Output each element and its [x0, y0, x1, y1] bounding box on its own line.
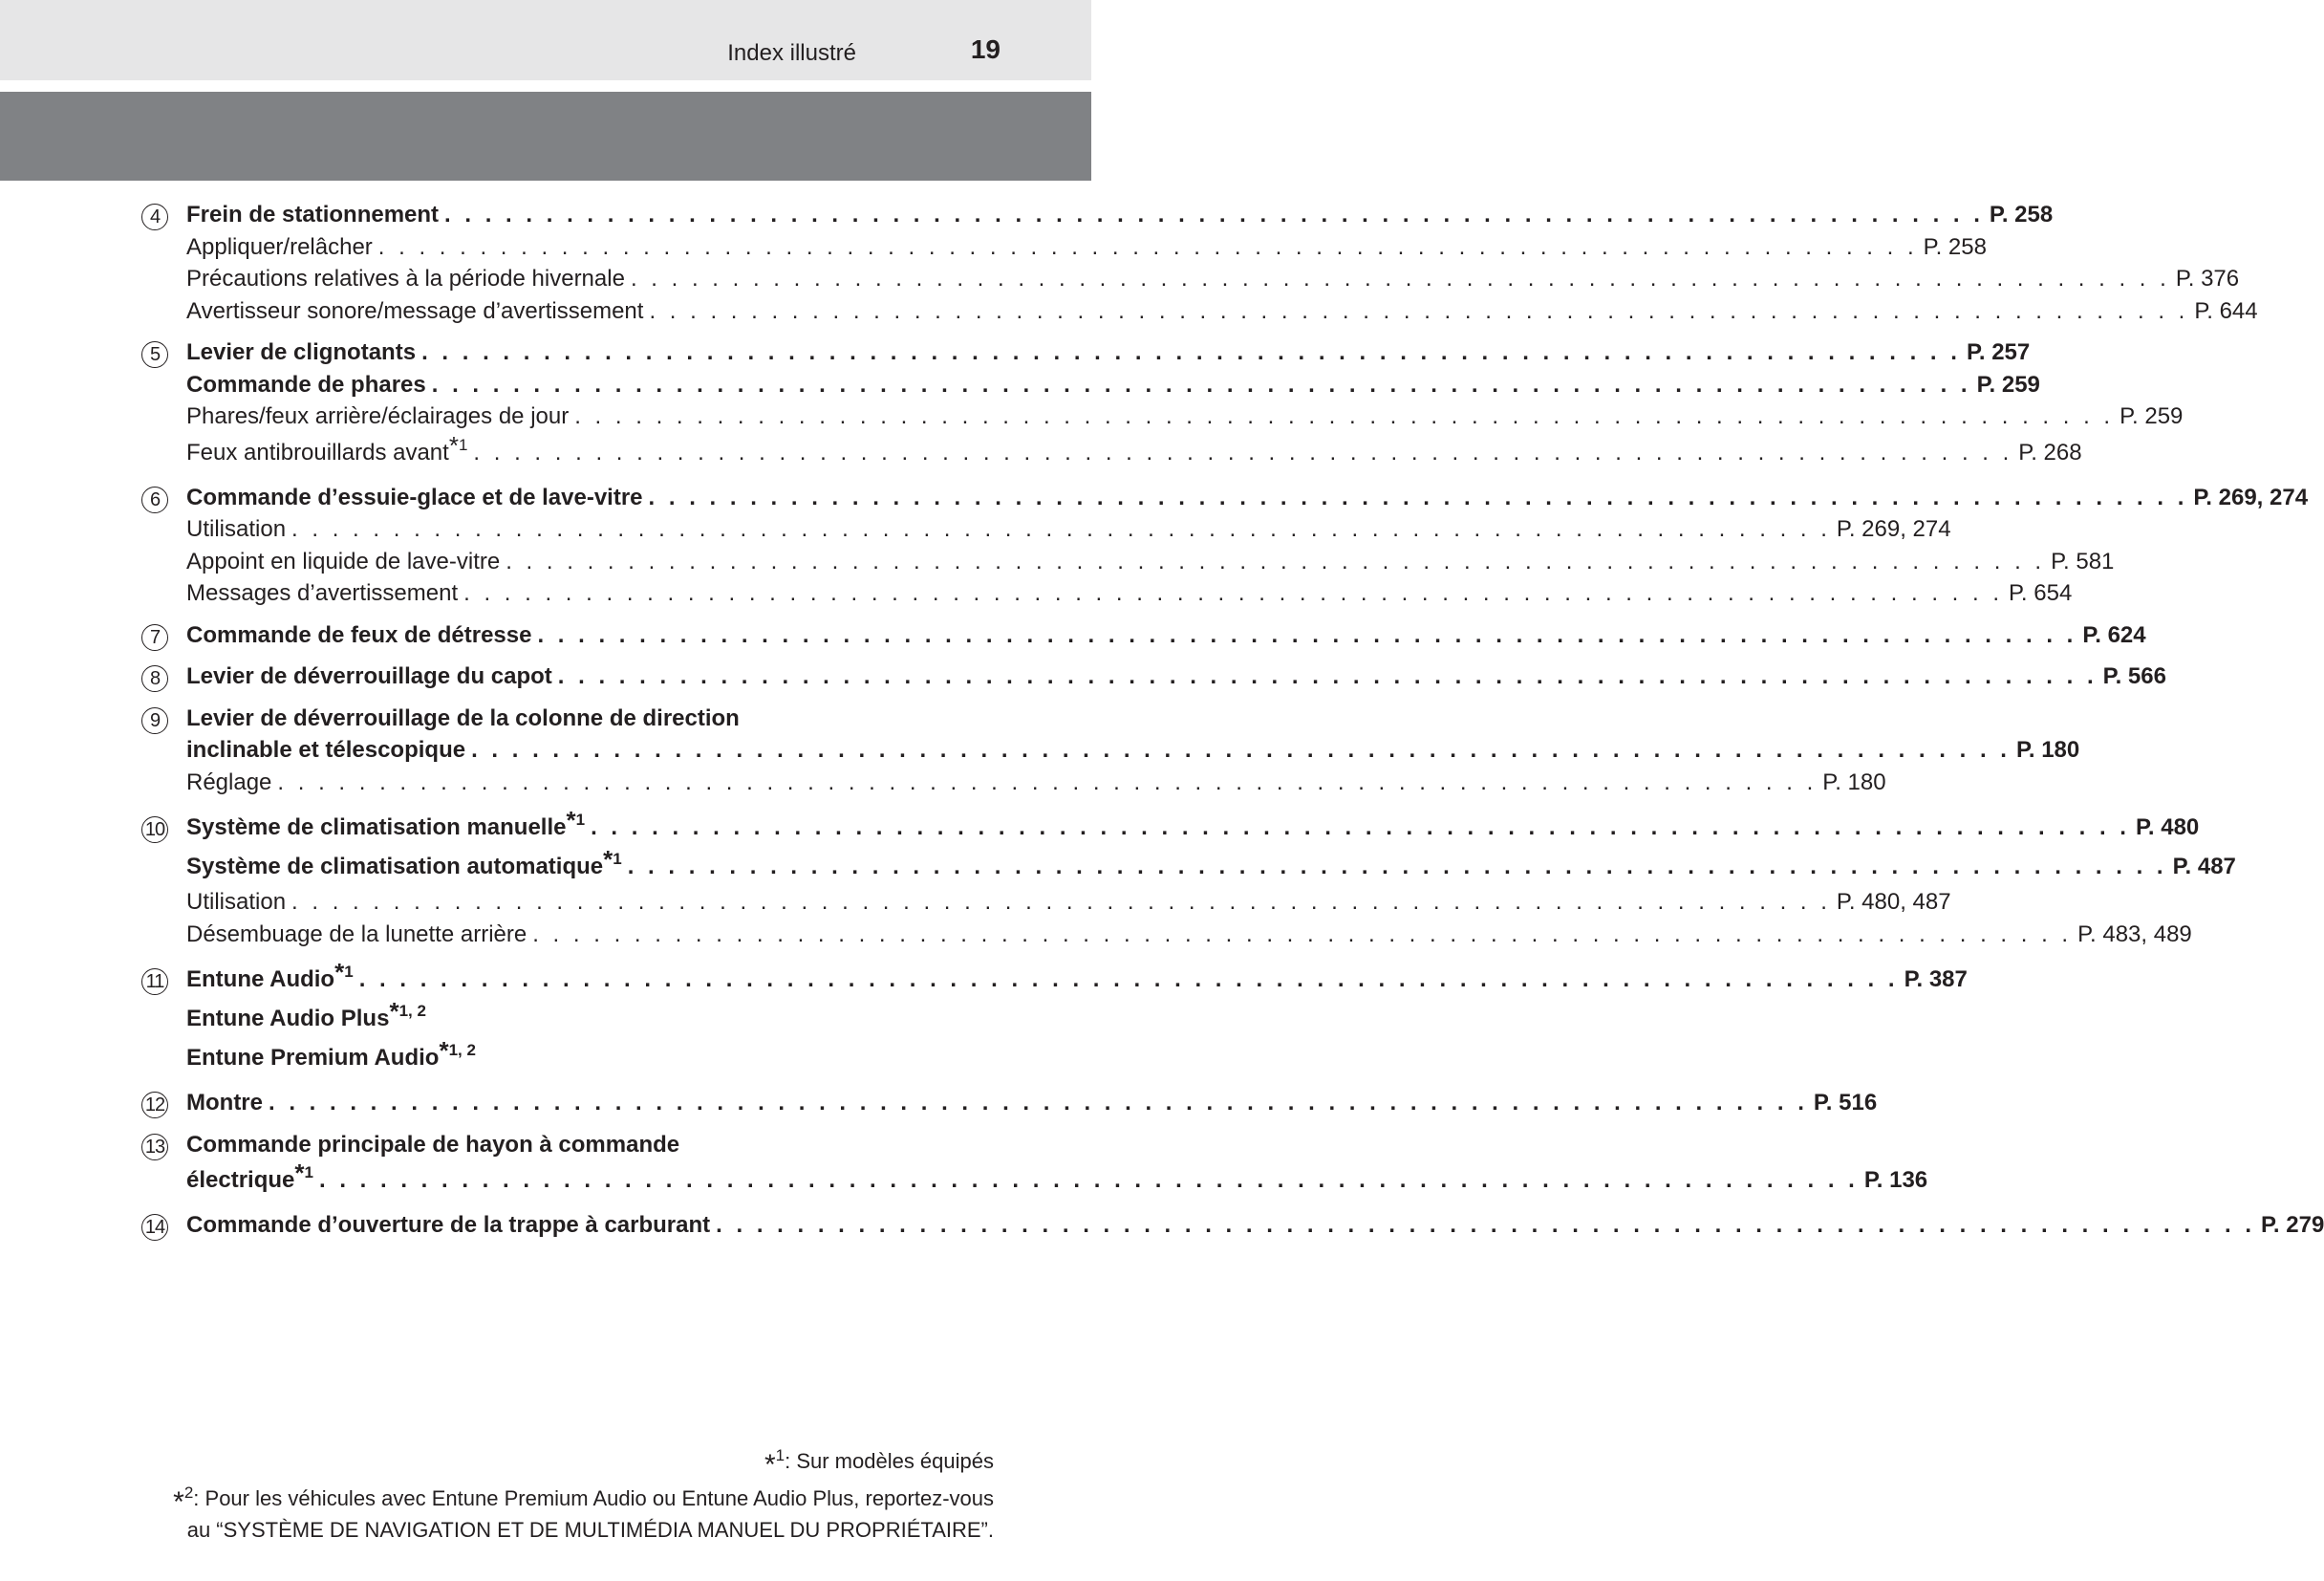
- index-label-text: Feux antibrouillards avant: [186, 439, 449, 466]
- footnote-ref: [448, 430, 468, 460]
- dot-leader: . . . . . . . . . . . . . . . . . . . . . . . . . . . . . . . . . . . . . . . . . . . . . . . . . . . . . . . . . . . . . . . . . . . . . . . . . . . .: [277, 769, 1818, 795]
- index-label: [186, 369, 426, 401]
- page-reference: P. 654: [2009, 580, 2073, 606]
- index-label-text: Système de climatisation manuelle: [186, 814, 567, 840]
- dot-leader: . . . . . . . . . . . . . . . . . . . . . . . . . . . . . . . . . . . . . . . . . . . . . . . . . . . . . . . . . . . . . . . . . . . . . . . . . . . .: [574, 403, 2115, 429]
- footnote-star: *: [389, 997, 399, 1026]
- header-band: [0, 0, 1091, 80]
- index-label-text: Commande d’essuie-glace et de lave-vitre: [186, 484, 643, 510]
- index-label-text: Commande d’ouverture de la trappe à carburant: [186, 1212, 711, 1238]
- gray-banner: [0, 92, 1091, 181]
- footnote-text: : Pour les véhicules avec Entune Premium Audio ou Entune Audio Plus, reportez-vous: [193, 1486, 994, 1510]
- page-reference: P. 259: [1976, 371, 2040, 398]
- dot-leader: . . . . . . . . . . . . . . . . . . . . . . . . . . . . . . . . . . . . . . . . . . . . . . . . . . . . . . . . . . . . . . . . . . . . . . . . . . . .: [627, 854, 2167, 879]
- index-entry: [141, 199, 2258, 327]
- page-reference: P. 180: [2015, 737, 2080, 763]
- dot-leader: . . . . . . . . . . . . . . . . . . . . . . . . . . . . . . . . . . . . . . . . . . . . . . . . . . . . . . . . . . . . . . . . . . . . . . . . . . . .: [591, 814, 2130, 840]
- footnote-ref: [334, 958, 354, 986]
- page-reference: P. 269, 274: [1836, 516, 1951, 542]
- index-line: [141, 336, 2031, 369]
- header-gap: [0, 80, 1091, 92]
- index-label: [186, 231, 373, 264]
- footnote-ref: [439, 1036, 476, 1065]
- index-line: [141, 886, 1951, 919]
- index-label: [186, 960, 354, 999]
- index-line: [141, 482, 2309, 514]
- index-line: [141, 767, 1886, 799]
- index-label: [186, 577, 458, 610]
- index-line: [141, 263, 2240, 295]
- index-label: [186, 767, 271, 799]
- index-label-text: Entune Audio: [186, 966, 335, 992]
- index-line: [141, 1159, 1928, 1200]
- item-number-badge: 8: [141, 665, 168, 692]
- index-label-text: Levier de déverrouillage du capot: [186, 663, 552, 689]
- index-label-text: Appoint en liquide de lave-vitre: [186, 548, 501, 574]
- index-label: [186, 703, 740, 735]
- page-reference: P. 258: [1989, 202, 2054, 227]
- footnote-star: *: [439, 1036, 449, 1065]
- page-reference: P. 259: [2120, 403, 2184, 429]
- index-label-text: Commande de feux de détresse: [186, 621, 532, 648]
- index-line: [141, 919, 2192, 951]
- footnote-ref: [389, 997, 426, 1026]
- dot-leader: . . . . . . . . . . . . . . . . . . . . . . . . . . . . . . . . . . . . . . . . . . . . . . . . . . . . . . . . . . . . . . . . . . . . . . . . . . . .: [291, 516, 1831, 542]
- index-label: [186, 482, 643, 514]
- item-number-badge: 12: [141, 1092, 168, 1118]
- index-label: [186, 847, 622, 886]
- footnote-ref: [566, 806, 586, 834]
- footnote-2: [76, 1479, 994, 1516]
- index-line: [141, 369, 2040, 401]
- footnote-ref-number: 1: [344, 963, 354, 981]
- page-reference: P. 268: [2018, 439, 2082, 466]
- index-label: [186, 1087, 263, 1119]
- index-label: [186, 263, 625, 295]
- index-label: [186, 430, 468, 472]
- index-entry: [141, 619, 2146, 652]
- index-label: [186, 401, 569, 433]
- dot-leader: . . . . . . . . . . . . . . . . . . . . . . . . . . . . . . . . . . . . . . . . . . . . . . . . . . . . . . . . . . . . . . . . . . . . . . . . . . . .: [649, 297, 2189, 324]
- dot-leader: . . . . . . . . . . . . . . . . . . . . . . . . . . . . . . . . . . . . . . . . . . . . . . . . . . . . . . . . . . . . . . . . . . . . . . . . . . . .: [269, 1090, 1808, 1115]
- index-entry: [141, 958, 1968, 1077]
- page-reference: P. 581: [2051, 548, 2115, 574]
- footnote-ref: [603, 845, 622, 874]
- dot-leader: . . . . . . . . . . . . . . . . . . . . . . . . . . . . . . . . . . . . . . . . . . . . . . . . . . . . . . . . . . . . . . . . . . . . . . . . . . . .: [506, 548, 2046, 574]
- dot-leader: . . . . . . . . . . . . . . . . . . . . . . . . . . . . . . . . . . . . . . . . . . . . . . . . . . . . . . . . . . . . . . . . . . . . . . . . . . . .: [358, 966, 1899, 992]
- page-number: 19: [970, 34, 1001, 64]
- item-number-badge: 11: [141, 968, 168, 995]
- index-label-text: Frein de stationnement: [186, 202, 440, 227]
- index-label-text: Utilisation: [186, 889, 287, 915]
- footnote-ref-number: 1: [613, 850, 622, 868]
- page-reference: P. 644: [2194, 297, 2258, 324]
- index-label-text: électrique: [186, 1167, 295, 1193]
- index-label: [186, 808, 585, 847]
- index-line: [141, 577, 2073, 610]
- index-label: [186, 336, 416, 369]
- footnote-star: *: [603, 845, 613, 874]
- item-number-badge: 7: [141, 624, 168, 651]
- index-label-text: Montre: [186, 1090, 263, 1115]
- page-reference: P. 516: [1813, 1090, 1878, 1115]
- footnote-text: : Sur modèles équipés: [785, 1449, 994, 1473]
- index-label: [186, 661, 552, 693]
- index-label-text: Utilisation: [186, 516, 287, 542]
- index-label: [186, 1209, 710, 1242]
- index-line: [141, 619, 2146, 652]
- index-label: [186, 1160, 313, 1200]
- index-label: [186, 1129, 679, 1161]
- index-line: [141, 958, 1968, 999]
- item-number-badge: 14: [141, 1214, 168, 1241]
- dot-leader: . . . . . . . . . . . . . . . . . . . . . . . . . . . . . . . . . . . . . . . . . . . . . . . . . . . . . . . . . . . . . . . . . . . . . . . . . . . .: [648, 484, 2188, 510]
- index-label-text: inclinable et télescopique: [186, 737, 466, 763]
- footnote-star: *: [294, 1159, 305, 1187]
- index-line: [141, 1209, 2324, 1242]
- index-line: [141, 513, 1951, 546]
- item-number-badge: 5: [141, 341, 168, 368]
- item-number-badge: 6: [141, 487, 168, 513]
- footnote-ref-number: 1, 2: [398, 1002, 426, 1020]
- item-number-badge: 10: [141, 816, 168, 843]
- index-label-text: Appliquer/relâcher: [186, 233, 373, 260]
- index-label: [186, 199, 439, 231]
- dot-leader: . . . . . . . . . . . . . . . . . . . . . . . . . . . . . . . . . . . . . . . . . . . . . . . . . . . . . . . . . . . . . . . . . . . . . . . . . . . .: [557, 663, 2098, 689]
- index-line: [141, 806, 2200, 847]
- footnote-1: [764, 1446, 994, 1481]
- index-line: [141, 1129, 946, 1161]
- footnote-star: *: [173, 1486, 184, 1518]
- dot-leader: . . . . . . . . . . . . . . . . . . . . . . . . . . . . . . . . . . . . . . . . . . . . . . . . . . . . . . . . . . . . . . . . . . . . . . . . . . . .: [431, 371, 1971, 398]
- page-reference: P. 624: [2082, 621, 2146, 648]
- dot-leader: . . . . . . . . . . . . . . . . . . . . . . . . . . . . . . . . . . . . . . . . . . . . . . . . . . . . . . . . . . . . . . . . . . . . . . . . . . . .: [473, 439, 2013, 466]
- page-reference: P. 376: [2175, 266, 2240, 292]
- index-line: [141, 661, 2166, 693]
- index-line: [141, 1038, 946, 1077]
- index-label-text: Désembuage de la lunette arrière: [186, 920, 527, 947]
- index-line: [141, 231, 1987, 264]
- dot-leader: . . . . . . . . . . . . . . . . . . . . . . . . . . . . . . . . . . . . . . . . . . . . . . . . . . . . . . . . . . . . . . . . . . . . . . . . . . . .: [291, 889, 1831, 915]
- page-reference: P. 480, 487: [1836, 889, 1951, 915]
- index-label: [186, 1038, 476, 1077]
- index-line: [141, 845, 2236, 886]
- footnote-ref-number: 1, 2: [448, 1041, 476, 1059]
- footnote-ref-number: 1: [575, 811, 586, 829]
- index-label-text: Messages d’avertissement: [186, 580, 459, 606]
- footnote-number: 2: [183, 1484, 194, 1502]
- index-label: [186, 546, 500, 578]
- index-label-text: Commande principale de hayon à commande: [186, 1131, 680, 1158]
- index-entry: [141, 661, 2166, 693]
- dot-leader: . . . . . . . . . . . . . . . . . . . . . . . . . . . . . . . . . . . . . . . . . . . . . . . . . . . . . . . . . . . . . . . . . . . . . . . . . . . .: [532, 920, 2073, 947]
- page-reference: P. 136: [1863, 1167, 1928, 1193]
- footnote-star: *: [334, 958, 345, 986]
- index-line: [141, 401, 2184, 433]
- index-label: [186, 999, 426, 1038]
- footnote-ref-number: 1: [458, 435, 468, 454]
- index-entry: [141, 1087, 1878, 1119]
- dot-leader: . . . . . . . . . . . . . . . . . . . . . . . . . . . . . . . . . . . . . . . . . . . . . . . . . . . . . . . . . . . . . . . . . . . . . . . . . . . .: [421, 339, 1961, 365]
- index-line: [141, 546, 2115, 578]
- footnote-star: *: [764, 1449, 776, 1481]
- footnote-ref-number: 1: [304, 1163, 313, 1181]
- index-entry: [141, 1209, 2324, 1242]
- page-reference: P. 483, 489: [2077, 920, 2192, 947]
- index-line: [141, 1087, 1878, 1119]
- index-line: [141, 199, 2054, 231]
- page-reference: P. 279: [2261, 1212, 2324, 1238]
- dot-leader: . . . . . . . . . . . . . . . . . . . . . . . . . . . . . . . . . . . . . . . . . . . . . . . . . . . . . . . . . . . . . . . . . . . . . . . . . . . .: [537, 621, 2077, 648]
- index-label-text: Levier de déverrouillage de la colonne de direction: [186, 704, 740, 731]
- dot-leader: . . . . . . . . . . . . . . . . . . . . . . . . . . . . . . . . . . . . . . . . . . . . . . . . . . . . . . . . . . . . . . . . . . . . . . . . . . . .: [318, 1167, 1859, 1193]
- index-list: [141, 199, 2324, 1251]
- dot-leader: . . . . . . . . . . . . . . . . . . . . . . . . . . . . . . . . . . . . . . . . . . . . . . . . . . . . . . . . . . . . . . . . . . . . . . . . . . . .: [463, 580, 2003, 606]
- index-label-text: Phares/feux arrière/éclairages de jour: [186, 403, 570, 429]
- index-line: [141, 734, 2080, 767]
- index-label-text: Précautions relatives à la période hivernale: [186, 266, 625, 292]
- dot-leader: . . . . . . . . . . . . . . . . . . . . . . . . . . . . . . . . . . . . . . . . . . . . . . . . . . . . . . . . . . . . . . . . . . . . . . . . . . . .: [471, 737, 2011, 763]
- footnotes: [76, 1441, 994, 1544]
- index-label-text: Levier de clignotants: [186, 339, 417, 365]
- index-label: [186, 886, 286, 919]
- index-label-text: Système de climatisation automatique: [186, 854, 604, 879]
- page-reference: P. 387: [1904, 966, 1968, 992]
- index-line: [141, 430, 2082, 472]
- dot-leader: . . . . . . . . . . . . . . . . . . . . . . . . . . . . . . . . . . . . . . . . . . . . . . . . . . . . . . . . . . . . . . . . . . . . . . . . . . . .: [377, 233, 1918, 260]
- item-number-badge: 13: [141, 1134, 168, 1160]
- index-label: [186, 295, 643, 328]
- footnote-star: *: [566, 806, 576, 834]
- index-entry: [141, 703, 2080, 799]
- page-reference: P. 487: [2172, 854, 2236, 879]
- footnote-2-continued: au “SYSTÈME DE NAVIGATION ET DE MULTIMÉDIA MANUEL DU PROPRIÉTAIRE”.: [186, 1518, 994, 1542]
- index-label: [186, 919, 527, 951]
- index-label-text: Avertisseur sonore/message d’avertissement: [186, 297, 644, 324]
- item-number-badge: 9: [141, 707, 168, 734]
- index-entry: [141, 336, 2184, 472]
- index-entry: [141, 806, 2236, 950]
- index-label: [186, 513, 286, 546]
- index-line: [141, 703, 946, 735]
- dot-leader: . . . . . . . . . . . . . . . . . . . . . . . . . . . . . . . . . . . . . . . . . . . . . . . . . . . . . . . . . . . . . . . . . . . . . . . . . . . .: [630, 266, 2170, 292]
- index-label-text: Réglage: [186, 769, 272, 795]
- index-label-text: Entune Premium Audio: [186, 1045, 440, 1071]
- page-reference: P. 566: [2102, 663, 2166, 689]
- index-entry: [141, 1129, 1928, 1201]
- page-reference: P. 258: [1923, 233, 1987, 260]
- index-label: [186, 734, 465, 767]
- dot-leader: . . . . . . . . . . . . . . . . . . . . . . . . . . . . . . . . . . . . . . . . . . . . . . . . . . . . . . . . . . . . . . . . . . . . . . . . . . . .: [444, 202, 1984, 227]
- page-reference: P. 480: [2135, 814, 2200, 840]
- footnote-ref: [294, 1159, 313, 1187]
- page-reference: P. 269, 274: [2193, 484, 2309, 510]
- page-reference: P. 257: [1966, 339, 2031, 365]
- section-title: Index illustré: [727, 40, 856, 66]
- item-number-badge: 4: [141, 204, 168, 230]
- index-line: [141, 295, 2258, 328]
- index-label: [186, 619, 531, 652]
- page-reference: P. 180: [1822, 769, 1886, 795]
- footnote-star: *: [448, 430, 459, 460]
- index-line: [141, 999, 946, 1038]
- index-label-text: Entune Audio Plus: [186, 1006, 390, 1031]
- dot-leader: . . . . . . . . . . . . . . . . . . . . . . . . . . . . . . . . . . . . . . . . . . . . . . . . . . . . . . . . . . . . . . . . . . . . . . . . . . . .: [716, 1212, 2256, 1238]
- index-entry: [141, 482, 2309, 610]
- footnote-number: 1: [775, 1446, 785, 1464]
- index-label-text: Commande de phares: [186, 371, 426, 398]
